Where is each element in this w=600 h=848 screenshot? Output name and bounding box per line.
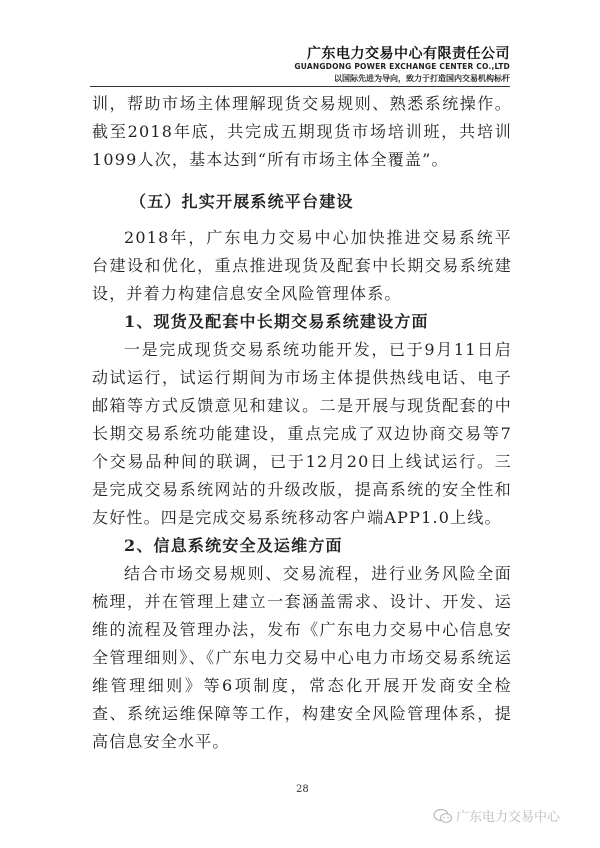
section-intro-paragraph: 2018年，广东电力交易中心加快推进交易系统平台建设和优化，重点推进现货及配套中长期交易系统建设，并着力构建信息安全风险管理体系。 bbox=[92, 228, 512, 303]
company-name-en: GUANGDONG POWER EXCHANGE CENTER CO.,LTD bbox=[294, 62, 510, 71]
company-name-cn: 广东电力交易中心有限责任公司 bbox=[307, 46, 510, 62]
subsection-heading-2: 2、信息系统安全及运维方面 bbox=[124, 536, 343, 555]
page-header bbox=[90, 40, 510, 87]
subsection-2-paragraph: 结合市场交易规则、交易流程，进行业务风险全面梳理，并在管理上建立一套涵盖需求、设计、开发、运维的流程及管理办法，发布《广东电力交易中心信息安全管理细则》、《广东电力交易中心电力市场交易系统运维管理细则》等6项制度，常态化开展开发商安全检查、系统运维保障等工作，构建安全风险管理体系，提高信息安全水平。 bbox=[92, 564, 512, 751]
subsection-1-paragraph: 一是完成现货交易系统功能开发，已于9月11日启动试运行，试运行期间为市场主体提供热线电话、电子邮箱等方式反馈意见和建议。二是开展与现货配套的中长期交易系统功能建设，重点完成了双边协商交易等7个交易品种间的联调，已于12月20日上线试运行。三是完成交易系统网站的升级改版，提高系统的安全性和友好性。四是完成交易系统移动客户端APP1.0上线。 bbox=[92, 340, 512, 527]
document-body bbox=[92, 90, 512, 756]
wechat-icon bbox=[433, 808, 453, 824]
page-number: 28 bbox=[296, 784, 309, 795]
company-slogan: 以国际先进为导向，致力于打造国内交易机构标杆 bbox=[334, 74, 510, 83]
watermark-text: 广东电力交易中心 bbox=[456, 810, 561, 825]
section-heading: （五）扎实开展系统平台建设 bbox=[130, 192, 354, 211]
paragraph-continued: 训，帮助市场主体理解现货交易规则、熟悉系统操作。截至2018年底，共完成五期现货市场培训班，共培训1099人次，基本达到“所有市场主体全覆盖”。 bbox=[92, 94, 512, 169]
watermark bbox=[433, 806, 560, 825]
subsection-heading-1: 1、现货及配套中长期交易系统建设方面 bbox=[124, 312, 429, 331]
